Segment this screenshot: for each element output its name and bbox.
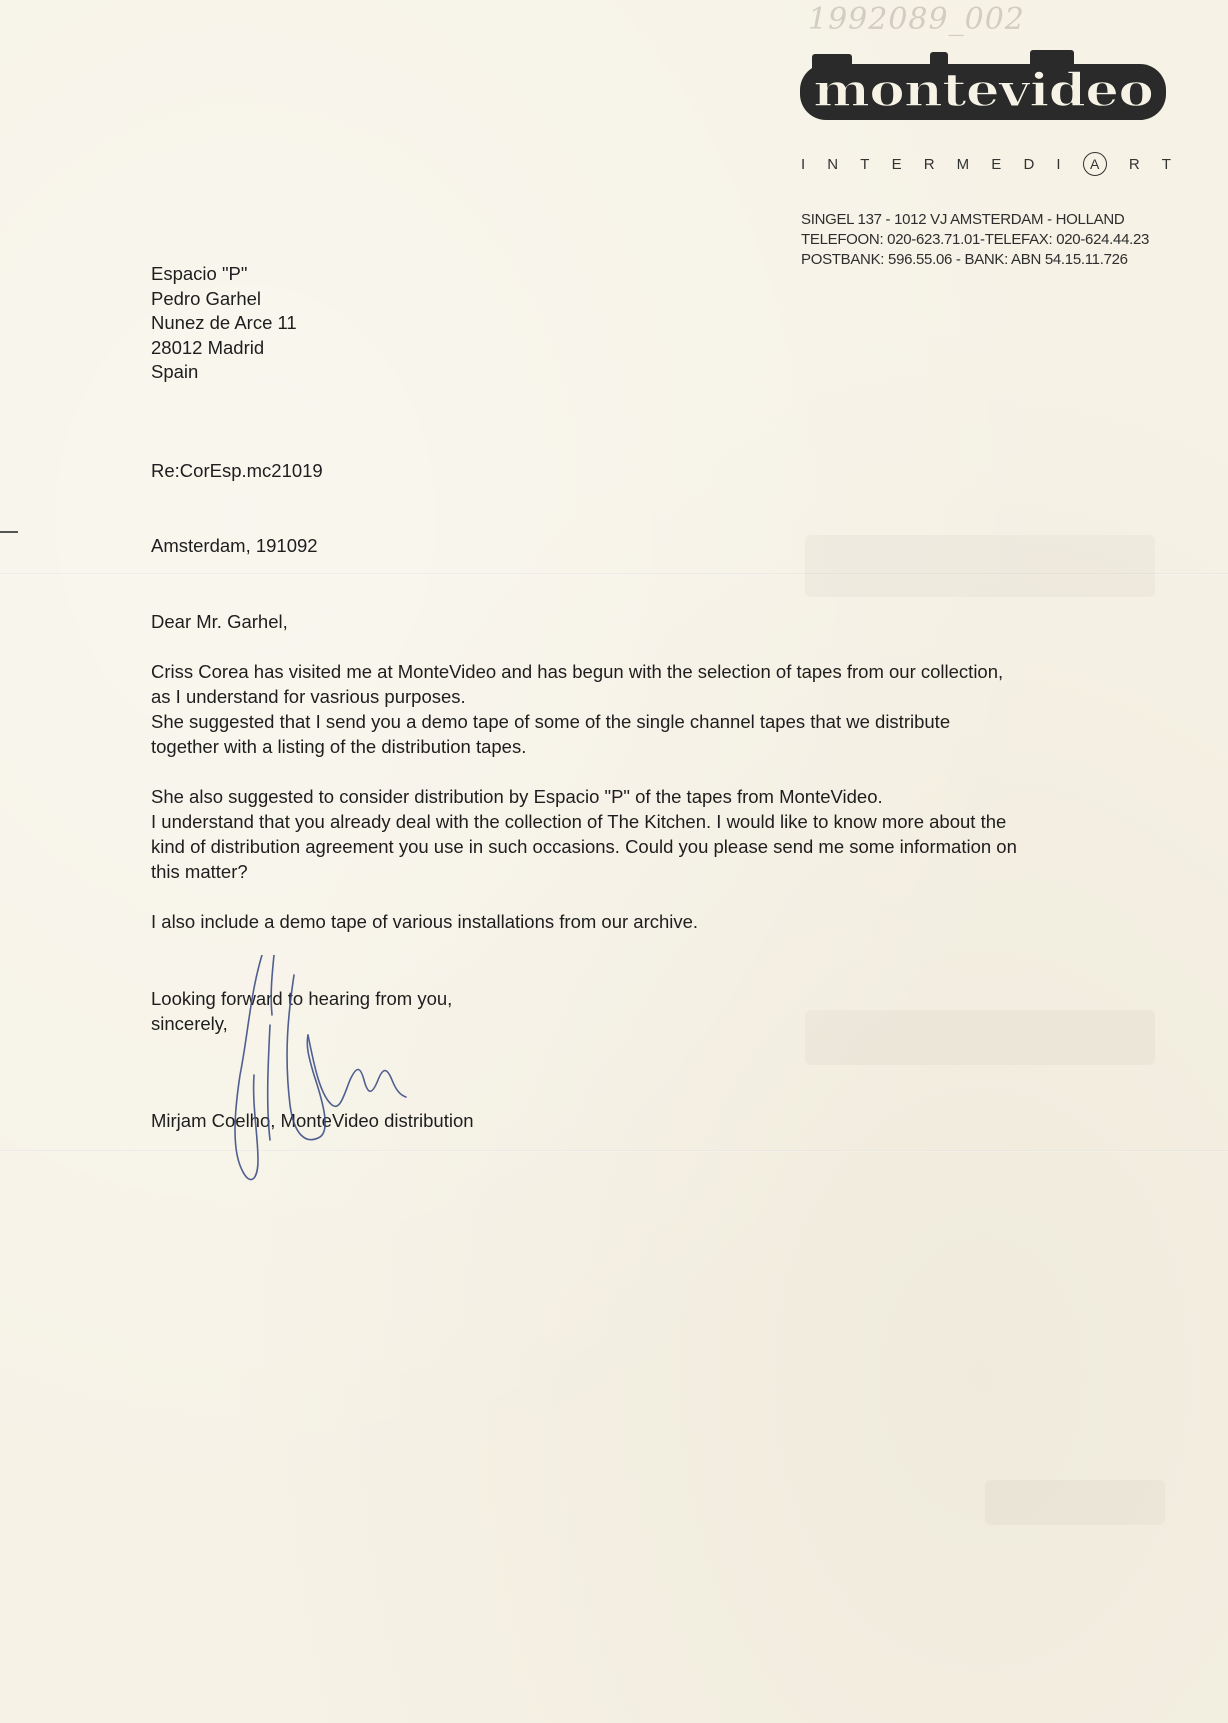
show-through-mark xyxy=(985,1480,1165,1525)
recipient-line: Nunez de Arce 11 xyxy=(151,312,297,333)
salutation: Dear Mr. Garhel, xyxy=(151,611,288,632)
tagline-letter: R xyxy=(923,155,935,173)
closing-line: Looking forward to hearing from you, xyxy=(151,988,453,1009)
punch-mark xyxy=(0,531,18,533)
handwritten-signature xyxy=(210,955,450,1190)
tagline-letter: E xyxy=(991,155,1002,173)
logo-wordmark: montevideo xyxy=(813,63,1153,117)
paragraph-line: as I understand for vasrious purposes. xyxy=(151,686,466,707)
letterhead-tagline xyxy=(801,152,1171,176)
reference-line: Re:CorEsp.mc21019 xyxy=(151,460,323,481)
paragraph-line: kind of distribution agreement you use in such occasions. Could you please send me some information on xyxy=(151,836,1017,857)
paragraph-line: I also include a demo tape of various installations from our archive. xyxy=(151,911,699,932)
recipient-line: Espacio "P" xyxy=(151,263,248,284)
body-paragraph xyxy=(151,784,1111,884)
recipient-address xyxy=(151,262,297,385)
recipient-line: Pedro Garhel xyxy=(151,287,262,309)
paragraph-line: together with a listing of the distribution tapes. xyxy=(151,736,527,757)
bank-line: POSTBANK: 596.55.06 - BANK: ABN 54.15.11.726 xyxy=(801,251,1128,268)
body-paragraph xyxy=(151,659,1111,759)
closing-line: sincerely, xyxy=(151,1013,228,1034)
paragraph-line: Criss Corea has visited me at MonteVideo and has begun with the selection of tapes from our collection, xyxy=(151,661,1004,682)
tagline-letter: E xyxy=(891,155,902,173)
tagline-letter: R xyxy=(1128,155,1140,173)
tagline-letter: N xyxy=(827,155,839,173)
recipient-line: 28012 Madrid xyxy=(151,336,265,358)
archive-number: 1992089_002 xyxy=(808,2,1025,37)
show-through-mark xyxy=(805,535,1155,597)
tagline-letter: I xyxy=(801,155,806,173)
tagline-letter: T xyxy=(860,155,870,173)
tagline-letter: D xyxy=(1023,155,1035,173)
address-line: SINGEL 137 - 1012 VJ AMSTERDAM - HOLLAND xyxy=(801,211,1125,228)
tagline-letter: I xyxy=(1056,155,1061,173)
paragraph-line: She also suggested to consider distribution by Espacio "P" of the tapes from MonteVideo. xyxy=(151,786,883,807)
phone-line: TELEFOON: 020-623.71.01-TELEFAX: 020-624.44.23 xyxy=(801,231,1150,248)
paragraph-line: this matter? xyxy=(151,861,248,882)
tagline-letter: M xyxy=(956,155,970,173)
place-date: Amsterdam, 191092 xyxy=(151,535,318,556)
paragraph-line: She suggested that I send you a demo tape of some of the single channel tapes that we distribute xyxy=(151,711,951,732)
tagline-circled-letter: A xyxy=(1083,152,1107,176)
paragraph-line: I understand that you already deal with the collection of The Kitchen. I would like to know more about the xyxy=(151,811,1007,832)
tagline-letter: T xyxy=(1161,155,1171,173)
montevideo-logo xyxy=(798,48,1168,130)
body-paragraph xyxy=(151,909,1111,934)
letterhead-address xyxy=(801,210,1149,270)
recipient-line: Spain xyxy=(151,361,199,382)
signoff-name: Mirjam Coelho, MonteVideo distribution xyxy=(151,1110,474,1131)
show-through-mark xyxy=(805,1010,1155,1065)
paper-fold xyxy=(0,1150,1228,1152)
